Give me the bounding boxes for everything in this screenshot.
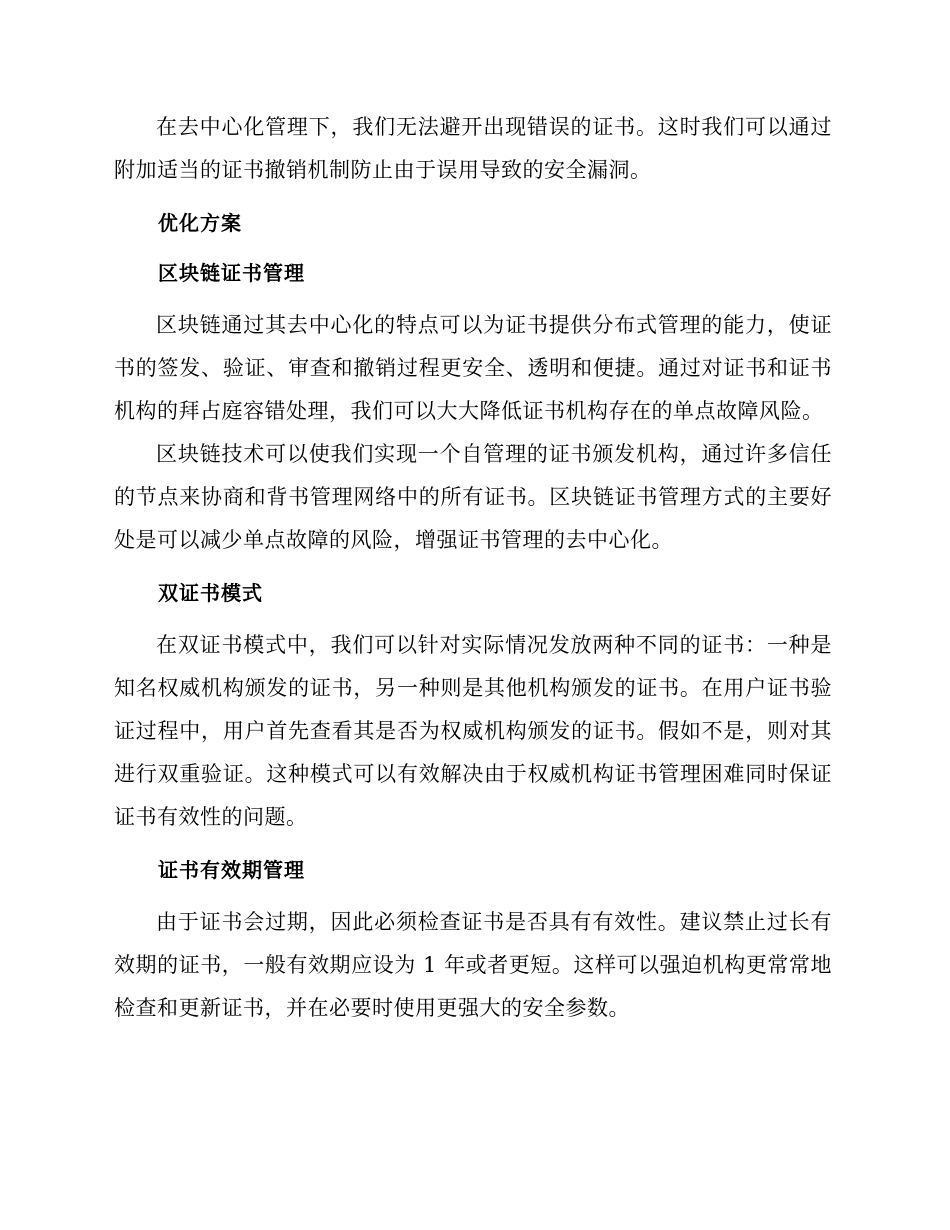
paragraph-dual-cert: 在双证书模式中，我们可以针对实际情况发放两种不同的证书：一种是知名权威机构颁发的证书，另一种则是其他机构颁发的证书。在用户证书验证过程中，用户首先查看其是否为权威机构颁发的证书。假如不是，则对其进行双重验证。这种模式可以有效解决由于权威机构证书管理困难同时保证证书有效性的问题。 bbox=[114, 633, 832, 829]
paragraph-revocation: 在去中心化管理下，我们无法避开出现错误的证书。这时我们可以通过附加适当的证书撤销机制防止由于误用导致的安全漏洞。 bbox=[114, 115, 832, 182]
heading-dual-cert-mode: 双证书模式 bbox=[158, 581, 263, 605]
paragraph-blockchain-1: 区块链通过其去中心化的特点可以为证书提供分布式管理的能力，使证书的签发、验证、审查和撤销过程更安全、透明和便捷。通过对证书和证书机构的拜占庭容错处理，我们可以大大降低证书机构存在的单点故障风险。 bbox=[114, 313, 832, 423]
heading-blockchain-cert-management: 区块链证书管理 bbox=[158, 261, 305, 285]
paragraph-cert-validity: 由于证书会过期，因此必须检查证书是否具有有效性。建议禁止过长有效期的证书，一般有效期应设为 1 年或者更短。这样可以强迫机构更常常地检查和更新证书，并在必要时使用更强大的安全参数。 bbox=[114, 910, 832, 1020]
paragraph-blockchain-2: 区块链技术可以使我们实现一个自管理的证书颁发机构，通过许多信任的节点来协商和背书管理网络中的所有证书。区块链证书管理方式的主要好处是可以减少单点故障的风险，增强证书管理的去中心化。 bbox=[114, 442, 832, 552]
document-page bbox=[114, 106, 832, 1030]
heading-cert-validity-management: 证书有效期管理 bbox=[158, 858, 305, 882]
heading-optimization-plan: 优化方案 bbox=[158, 211, 242, 235]
